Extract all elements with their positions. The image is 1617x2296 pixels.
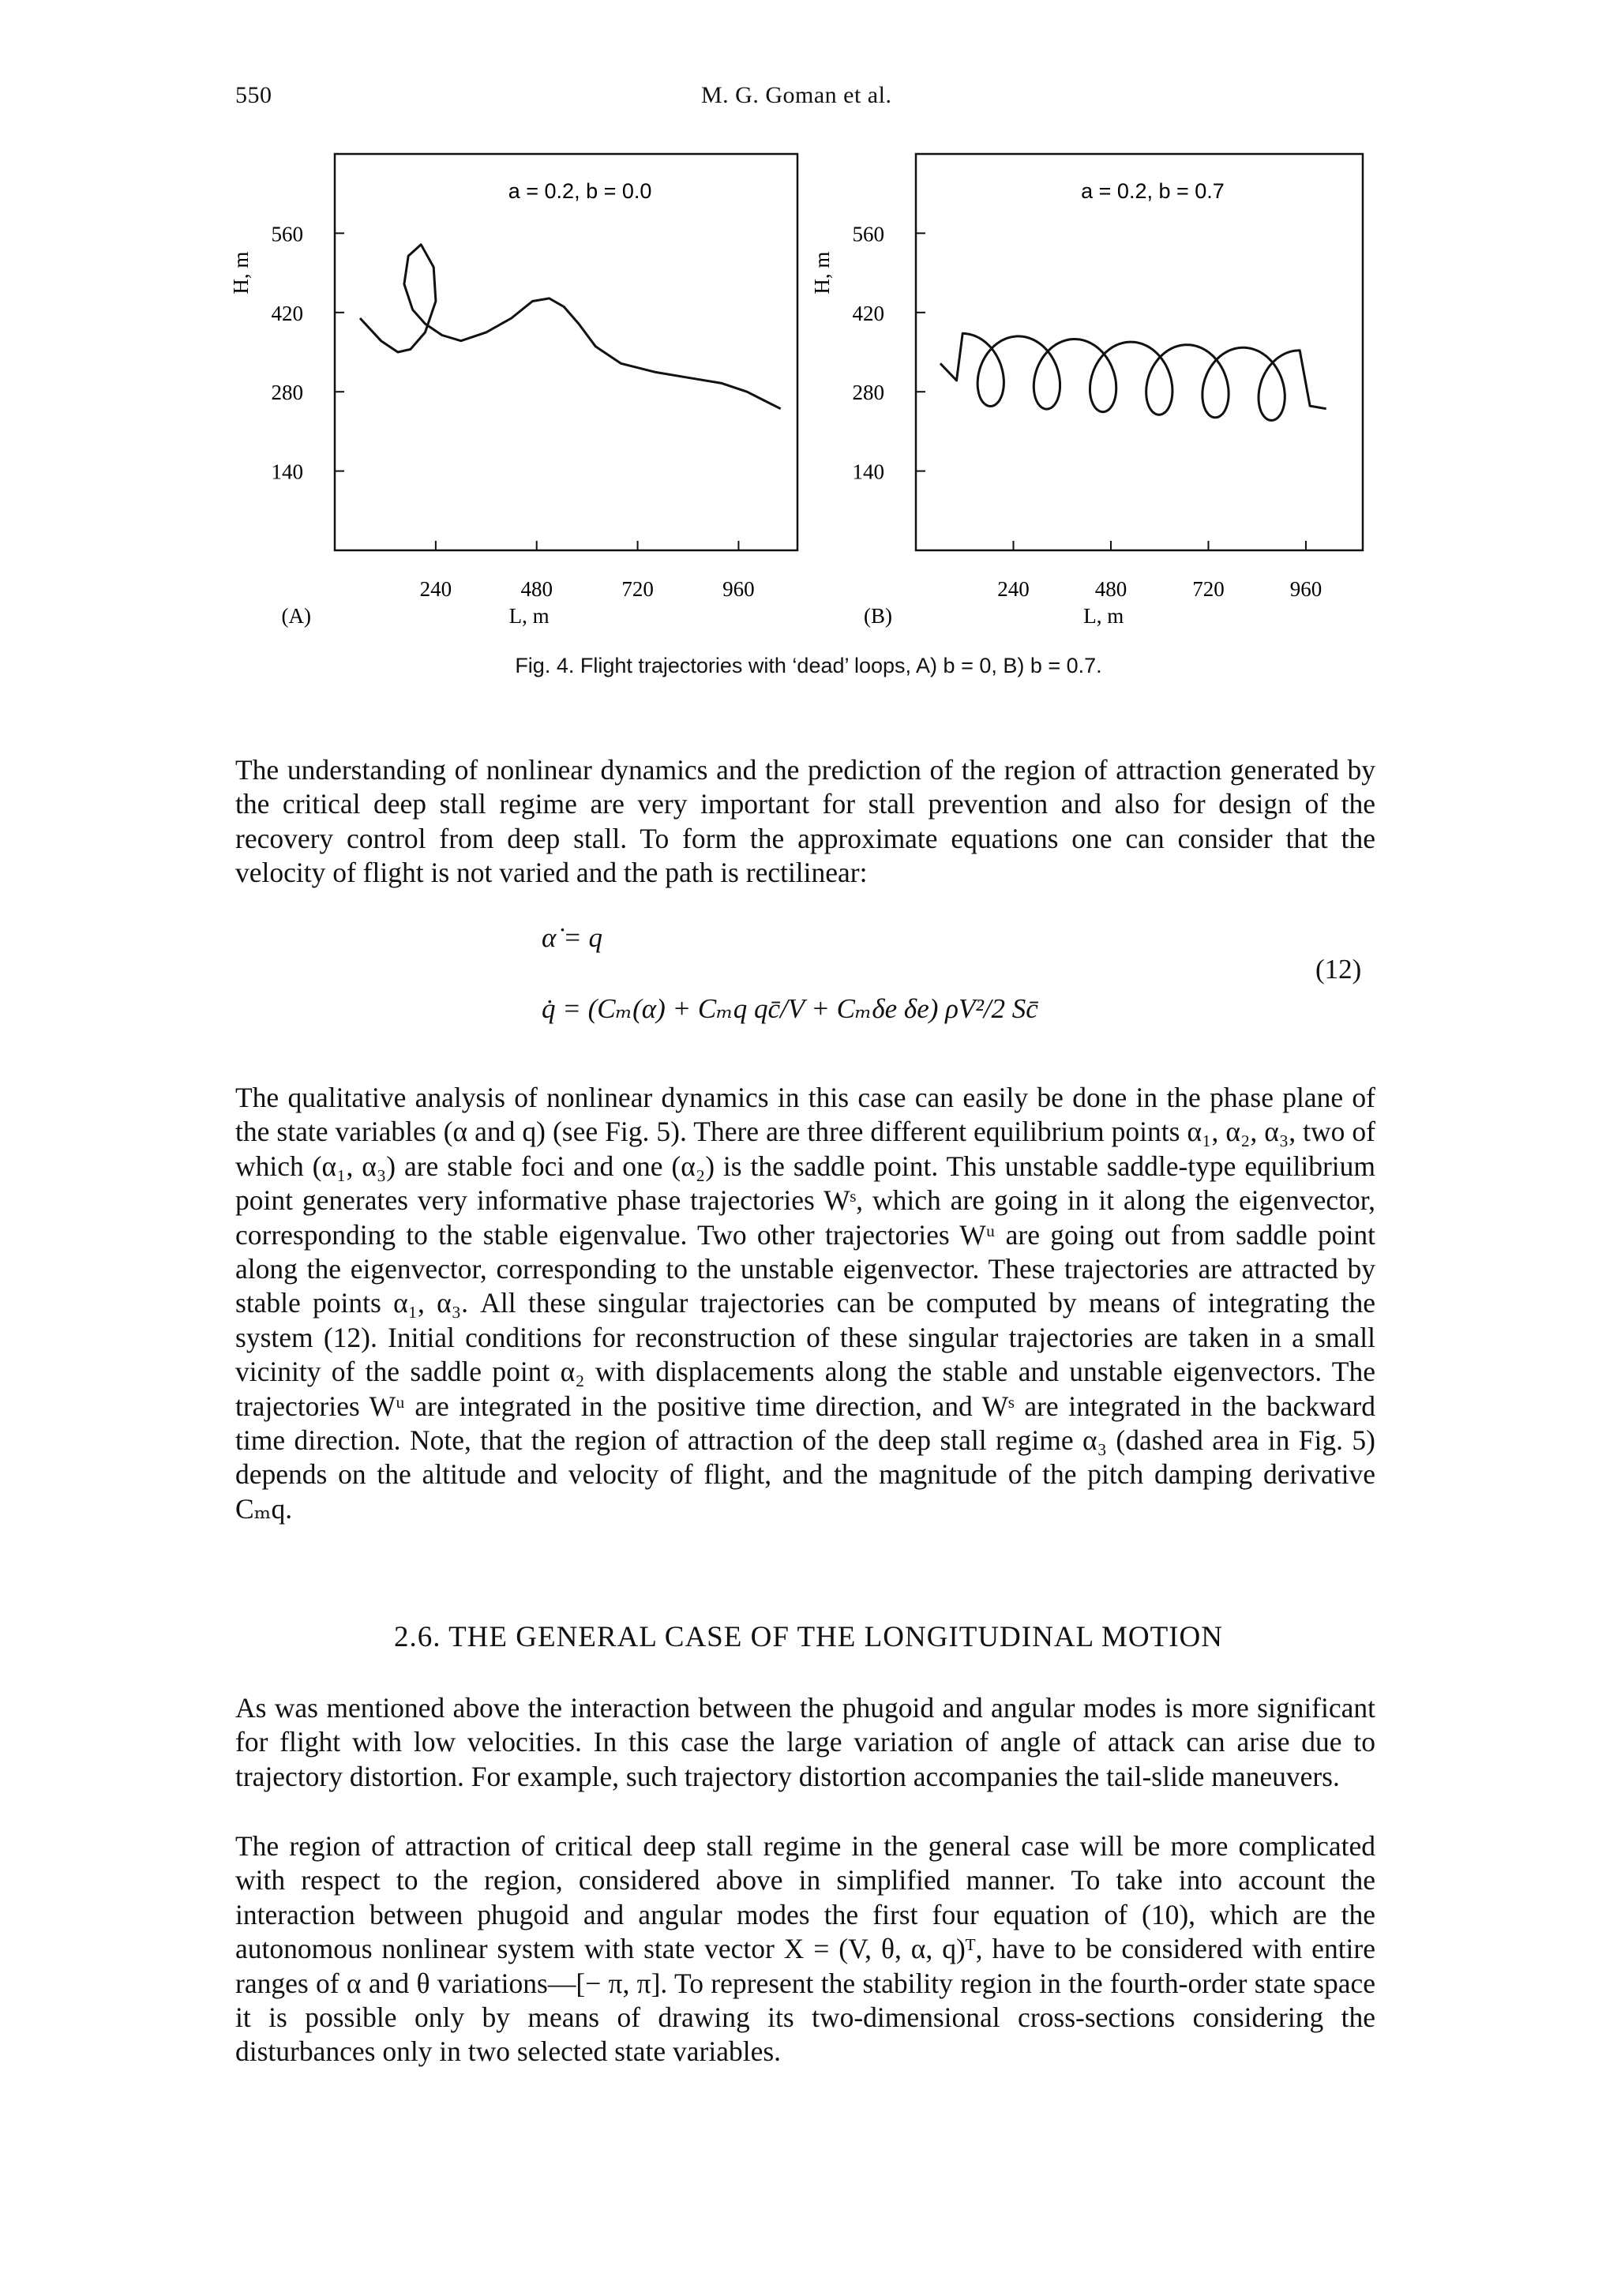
paragraph-2-text: The qualitative analysis of nonlinear dynamics in this case can easily be done in the phase plane of the state variables (α and q) (see Fig. 5). There are three different equilibrium points α₁, α₂, α₃, two of which (α₁, α₃) are stable foci and one (α₂) is the saddle point. This unstable saddle-type equilibrium point generates very informative phase trajectories Wˢ, which are going in it along the eigenvector, corresponding to the stable eigenvalue. Two other trajectories Wᵘ are going out from saddle point along the eigenvector, corresponding to the unstable eigenvector. These trajectories are attracted by stable points α₁, α₃. All these singular trajectories can be computed by means of integrating the system (12). Initial conditions for reconstruction of these singular trajectories are taken in a small vicinity of the saddle point α₂ with displacements along the stable and unstable eigenvectors. The trajectories Wᵘ are integrated in the positive time direction, and Wˢ are integrated in the backward time direction. Note, that the region of attraction of the deep stall regime α₃ (dashed area in Fig. 5) depends on the altitude and velocity of flight, and the magnitude of the pitch damping derivative Cₘq. (235, 1082, 1375, 1525)
running-title: M. G. Goman et al. (701, 82, 892, 108)
equation-q-dot: q̇ = (Cₘ(α) + Cₘq qc̄/V + Cₘδe δe) ρV²/2 Sc̄ (542, 993, 1038, 1024)
x-tick-label: 960 (722, 577, 755, 601)
chart-title: a = 0.2, b = 0.7 (1081, 179, 1225, 203)
x-tick-label: 960 (1289, 577, 1322, 601)
x-tick-label: 480 (1094, 577, 1127, 601)
paragraph-3 (235, 1691, 1375, 1794)
x-tick-label: 480 (520, 577, 553, 601)
trajectory-line (940, 333, 1326, 420)
page-number: 550 (235, 82, 272, 108)
paragraph-4-text: The region of attraction of critical deep stall regime in the general case will be more complicated with respect to the region, considered above in simplified manner. To take into account the interaction between phugoid and angular modes the first four equation of (10), which are the autonomous nonlinear system with state vector X = (V, θ, α, q)ᵀ, have to be considered with entire ranges of α and θ variations—[− π, π]. To represent the stability region in the fourth-order state space it is possible only by means of drawing its two-dimensional cross-sections considering the disturbances only in two selected state variables. (235, 1830, 1375, 2068)
chart-panel-b (810, 154, 1363, 628)
y-tick-label: 560 (852, 222, 884, 246)
equation-number: (12) (1315, 954, 1362, 985)
chart-panel-a (229, 154, 797, 628)
x-axis-label: L, m (508, 604, 550, 628)
paragraph-4 (235, 1829, 1375, 2069)
panel-label: (B) (864, 604, 892, 628)
paragraph-1 (235, 753, 1375, 891)
equation-alpha-dot: α̇ = q (542, 922, 602, 953)
paragraph-1-text: The understanding of nonlinear dynamics and the prediction of the region of attraction generated by the critical deep stall regime are very important for stall prevention and also for design of the recovery control from deep stall. To form the approximate equations one can consider that the velocity of flight is not varied and the path is rectilinear: (235, 754, 1375, 889)
section-heading: 2.6. THE GENERAL CASE OF THE LONGITUDINAL MOTION (394, 1621, 1223, 1653)
paragraph-2 (235, 1081, 1375, 1526)
y-tick-label: 420 (271, 301, 303, 325)
y-tick-label: 280 (271, 381, 303, 405)
x-axis-label: L, m (1083, 604, 1124, 628)
x-tick-label: 240 (419, 577, 452, 601)
panel-label: (A) (281, 604, 311, 628)
figure-caption: Fig. 4. Flight trajectories with ‘dead’ loops, A) b = 0, B) b = 0.7. (515, 654, 1102, 677)
y-axis-label: H, m (229, 251, 253, 295)
y-axis-label: H, m (810, 251, 834, 295)
y-tick-label: 140 (271, 460, 303, 484)
x-tick-label: 720 (1192, 577, 1225, 601)
x-tick-label: 240 (997, 577, 1030, 601)
plot-frame (335, 154, 797, 550)
equation-line-2 (542, 993, 1038, 1025)
figure-4 (0, 0, 1617, 695)
y-tick-label: 140 (852, 460, 884, 484)
chart-title: a = 0.2, b = 0.0 (508, 179, 652, 203)
y-tick-label: 560 (271, 222, 303, 246)
equation-line-1 (542, 922, 602, 954)
trajectory-line (360, 245, 781, 409)
y-tick-label: 280 (852, 381, 884, 405)
paragraph-3-text: As was mentioned above the interaction between the phugoid and angular modes is more significant for flight with low velocities. In this case the large variation of angle of attack can arise due to trajectory distortion. For example, such trajectory distortion accompanies the tail-slide maneuvers. (235, 1692, 1375, 1792)
x-tick-label: 720 (621, 577, 654, 601)
plot-frame (916, 154, 1363, 550)
y-tick-label: 420 (852, 301, 884, 325)
